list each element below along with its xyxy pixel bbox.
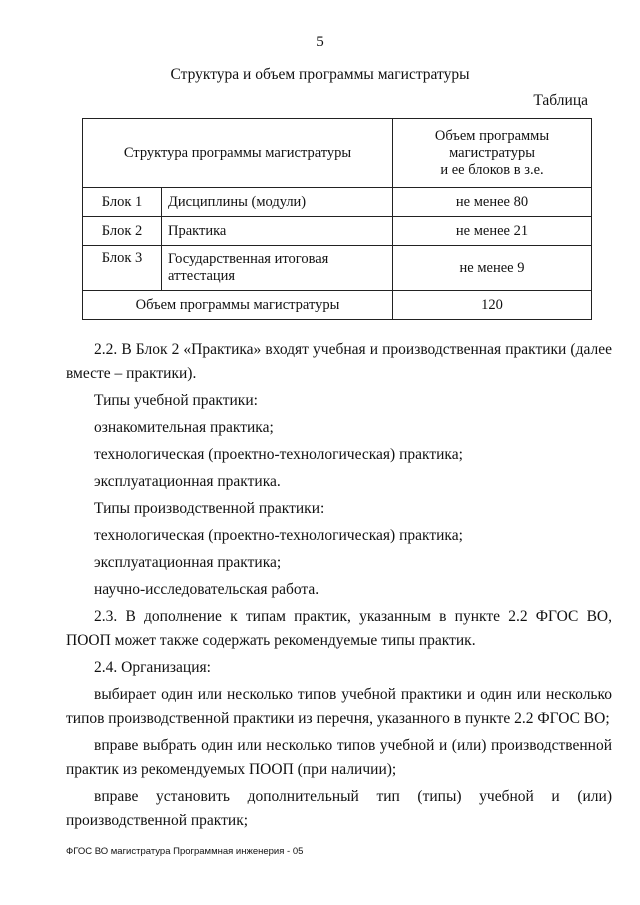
- block-name-cell: Дисциплины (модули): [162, 188, 393, 217]
- header-volume-cell: [393, 119, 592, 188]
- block-volume-cell: не менее 21: [393, 217, 592, 246]
- block-cell: Блок 1: [83, 188, 162, 217]
- table-row: [83, 217, 592, 246]
- total-label-cell: Объем программы магистратуры: [83, 291, 393, 320]
- table-row: [83, 188, 592, 217]
- list-item: ознакомительная практика;: [94, 419, 274, 436]
- block-name-line: Государственная итоговая: [168, 251, 329, 267]
- header-volume-line: и ее блоков в з.е.: [440, 161, 544, 178]
- page-footer: ФГОС ВО магистратура Программная инженерия - 05: [66, 846, 304, 857]
- list-item: эксплуатационная практика.: [94, 473, 281, 490]
- paragraph: Типы учебной практики:: [94, 392, 258, 409]
- table-label: Таблица: [533, 92, 588, 109]
- page-number: 5: [316, 34, 324, 50]
- table-total-row: [83, 291, 592, 320]
- block-name-line: аттестация: [168, 268, 236, 284]
- paragraph-2-2: 2.2. В Блок 2 «Практика» входят учебная и производственная практики (далее вместе – практики).: [66, 341, 612, 382]
- block-name-cell: Практика: [162, 217, 393, 246]
- list-item: вправе выбрать один или несколько типов учебной и (или) производственной практик из рекомендуемых ПООП (при наличии);: [66, 737, 612, 778]
- paragraph: Типы производственной практики:: [94, 500, 325, 517]
- list-item: вправе установить дополнительный тип (типы) учебной и (или) производственной практик;: [66, 788, 612, 829]
- header-volume-line: магистратуры: [449, 144, 535, 161]
- paragraph-2-3: 2.3. В дополнение к типам практик, указанным в пункте 2.2 ФГОС ВО, ПООП может также содержать рекомендуемые типы практик.: [66, 608, 612, 649]
- list-item: технологическая (проектно-технологическая) практика;: [94, 527, 463, 544]
- list-item: технологическая (проектно-технологическая) практика;: [94, 446, 463, 463]
- list-item: научно-исследовательская работа.: [94, 581, 320, 598]
- list-item: выбирает один или несколько типов учебной практики и один или несколько типов производственной практики из перечня, указанного в пункте 2.2 ФГОС ВО;: [66, 686, 612, 727]
- block-cell: Блок 2: [83, 217, 162, 246]
- block-name-cell: [162, 246, 393, 291]
- header-structure-cell: Структура программы магистратуры: [83, 119, 393, 188]
- table-header-row: [83, 119, 592, 188]
- block-cell: Блок 3: [83, 246, 162, 291]
- table-row: [83, 246, 592, 291]
- header-volume-line: Объем программы: [434, 127, 550, 144]
- document-title: Структура и объем программы магистратуры: [170, 66, 470, 83]
- document-body: [66, 338, 612, 833]
- block-volume-cell: не менее 80: [393, 188, 592, 217]
- program-structure-table: [82, 118, 592, 320]
- total-value-cell: 120: [393, 291, 592, 320]
- paragraph-2-4: 2.4. Организация:: [94, 659, 211, 676]
- block-volume-cell: не менее 9: [393, 246, 592, 291]
- list-item: эксплуатационная практика;: [94, 554, 282, 571]
